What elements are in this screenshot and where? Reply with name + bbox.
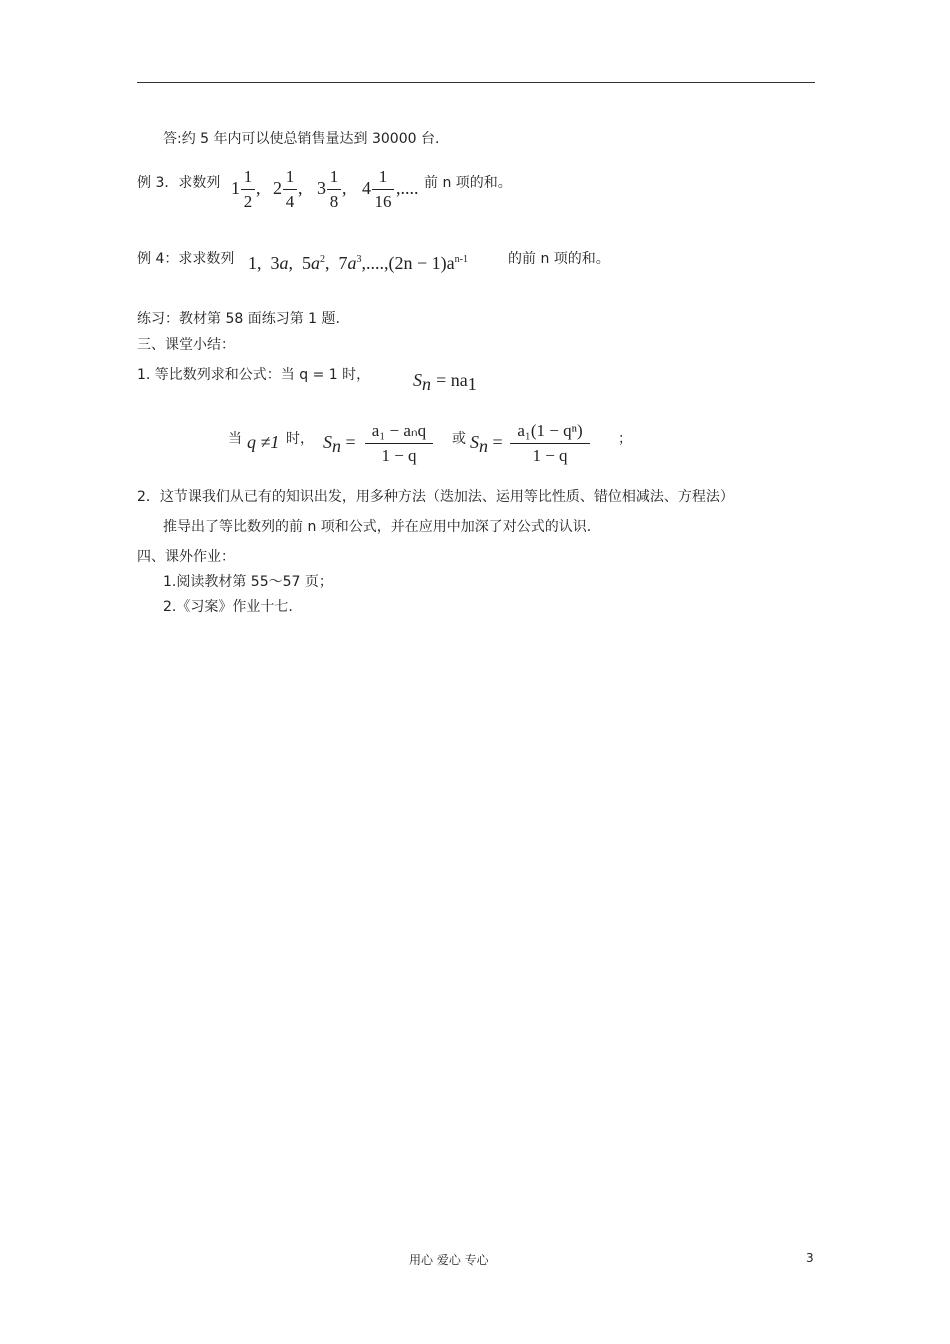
example3-fraction xyxy=(241,166,255,213)
example3-label: 例 3．求数列 xyxy=(137,175,221,191)
when-label: 当 xyxy=(228,431,242,447)
sn-lhs-1: $S_n$ = xyxy=(323,432,356,457)
example3-whole: 2 xyxy=(273,178,282,198)
example3-ellipsis: ,.... xyxy=(396,178,419,198)
formula-q-equals-1: $S_n = na_1$ xyxy=(413,370,477,395)
sequence-comma: , xyxy=(256,178,261,198)
section3-heading: 三、课堂小结： xyxy=(137,337,235,353)
item1-text: 1. 等比数列求和公式：当 q = 1 时， xyxy=(137,367,371,383)
item2-line1: 2．这节课我们从已有的知识出发，用多种方法（迭加法、运用等比性质、错位相减法、方程法） xyxy=(137,489,734,505)
fraction-numerator: 1 xyxy=(243,167,253,186)
fraction-denominator: 4 xyxy=(285,192,295,211)
page-number: 3 xyxy=(806,1251,814,1265)
fraction-numerator: 1 xyxy=(378,167,388,186)
homework-1: 1.阅读教材第 55～57 页； xyxy=(163,574,333,590)
sum-fraction-1: a₁ − aₙq 1 − q xyxy=(365,420,433,467)
or-label: 或 xyxy=(452,431,466,447)
example3-whole: 3 xyxy=(317,178,326,198)
sequence-comma: , xyxy=(298,178,303,198)
example4-suffix: 的前 n 项的和。 xyxy=(508,251,610,267)
header-rule xyxy=(137,82,815,83)
example4-sequence: 1, 3a, $5a^2$, $7a^3,....,(2n - 1)a^{n-1}$ xyxy=(248,253,468,273)
item2-line2: 推导出了等比数列的前 n 项和公式，并在应用中加深了对公式的认识. xyxy=(163,519,592,535)
fraction-denominator: 16 xyxy=(374,192,392,211)
sum-fraction-2: a₁(1 − qⁿ) 1 − q xyxy=(510,420,590,467)
practice-line: 练习：教材第 58 面练习第 1 题. xyxy=(137,311,340,327)
fraction-denominator: 8 xyxy=(329,192,339,211)
example4-seq-tail: ,....,(2n − 1)a xyxy=(361,253,455,273)
example3-fraction xyxy=(327,166,341,213)
time-label: 时， xyxy=(286,431,314,447)
example3-whole: 4 xyxy=(362,178,371,198)
homework-2: 2.《习案》作业十七. xyxy=(163,599,293,615)
sn-lhs-2: $S_n$ = xyxy=(470,432,503,457)
footer-motto: 用心 爱心 专心 xyxy=(409,1253,489,1267)
condition: q ≠1 xyxy=(247,432,280,452)
fraction-numerator: 1 xyxy=(285,167,295,186)
answer-line: 答:约 5 年内可以使总销售量达到 30000 台. xyxy=(163,131,440,147)
example4-exponent: n-1 xyxy=(454,254,468,265)
example4-label: 例 4：求求数列 xyxy=(137,251,235,267)
example3-whole: 1 xyxy=(231,178,240,198)
sequence-comma: , xyxy=(342,178,347,198)
example3-suffix: 前 n 项的和。 xyxy=(424,175,512,191)
example3-fraction xyxy=(372,166,394,213)
fraction-numerator: 1 xyxy=(329,167,339,186)
fraction-denominator: 2 xyxy=(243,192,253,211)
semicolon: ； xyxy=(618,431,632,447)
example3-fraction xyxy=(283,166,297,213)
section4-heading: 四、课外作业： xyxy=(137,549,235,565)
